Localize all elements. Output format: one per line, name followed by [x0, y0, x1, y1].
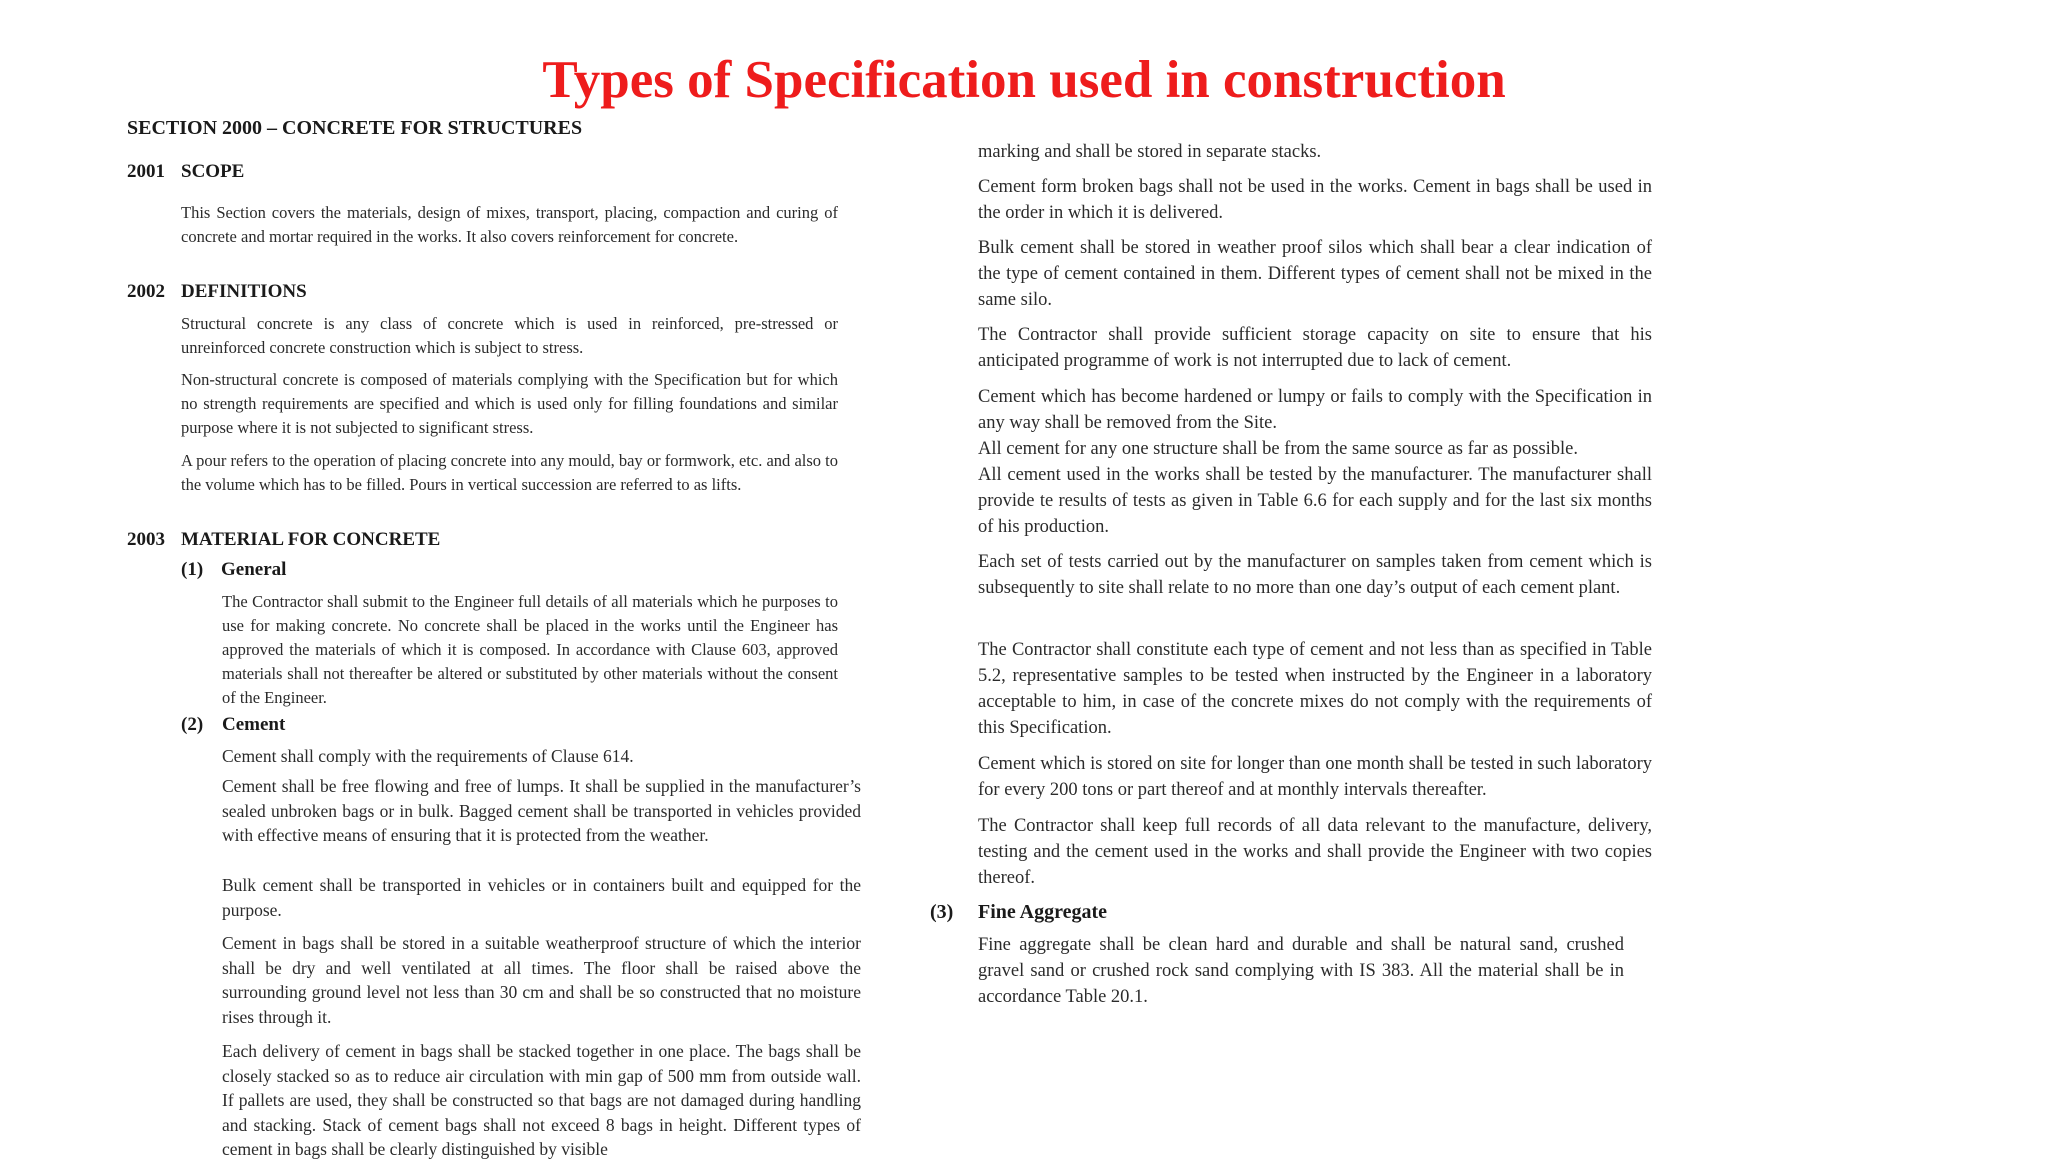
cement-continued-paragraph: The Contractor shall keep full records of all data relevant to the manufacture, delivery, testing and the cement used in the works and shall provide the Engineer with two copies thereof.: [978, 816, 1652, 888]
cement-continued-paragraph: All cement for any one structure shall be from the same source as far as possible.: [978, 439, 1579, 459]
scope-heading: [127, 160, 244, 184]
section-title: SECTION 2000 – CONCRETE FOR STRUCTURES: [127, 117, 583, 139]
cement-paragraph: Each delivery of cement in bags shall be stacked together in one place. The bags shall be closely stacked so as to reduce air circulation with min gap of 500 mm from outside wall. If pallets are used, they shall be constructed so that bags are not damaged during handling and stacking. Stack of cement bags shall not exceed 8 bags in height. Different types of cement in bags shall be clearly distinguished by visible: [222, 1041, 861, 1159]
materials-heading: [127, 528, 440, 552]
cement-continued-paragraph: Bulk cement shall be stored in weather proof silos which shall bear a clear indication of the type of cement contained in them. Different types of cement shall not be mixed in the same silo.: [978, 238, 1652, 310]
cement-paragraph: Cement shall be free flowing and free of lumps. It shall be supplied in the manufacturer’s sealed unbroken bags or in bulk. Bagged cement shall be transported in vehicles provided with effective means of ensuring that it is protected from the weather.: [222, 776, 861, 845]
scope-text: This Section covers the materials, design of mixes, transport, placing, compaction and curing of concrete and mortar required in the works. It also covers reinforcement for concrete.: [181, 203, 838, 246]
cement-continued-paragraph: The Contractor shall constitute each type of cement and not less than as specified in Table 5.2, representative samples to be tested when instructed by the Engineer in a laboratory acceptable to him, in case of the concrete mixes do not comply with the requirements of this Specification.: [978, 640, 1652, 738]
fine-aggregate-heading: [930, 900, 1107, 924]
general-heading-label: General: [221, 559, 287, 580]
slide-title: Types of Specification used in construction: [542, 51, 1506, 109]
cement-heading-label: Cement: [222, 714, 286, 735]
definitions-heading-label: DEFINITIONS: [181, 281, 307, 302]
cement-paragraph: Cement shall comply with the requirements of Clause 614.: [222, 746, 634, 766]
cement-continued-paragraph: The Contractor shall provide sufficient storage capacity on site to ensure that his anticipated programme of work is not interrupted due to lack of cement.: [978, 325, 1652, 371]
definitions-heading: [127, 280, 307, 304]
definition-paragraph: Non-structural concrete is composed of materials complying with the Specification but for which no strength requirements are specified and which is used only for filling foundations and similar purpose where it is not subjected to significant stress.: [181, 370, 838, 437]
general-heading: [181, 558, 286, 582]
definitions-number: 2002: [127, 281, 165, 302]
definition-paragraph: A pour refers to the operation of placing concrete into any mould, bay or formwork, etc. and also to the volume which has to be filled. Pours in vertical succession are referred to as lifts.: [181, 451, 838, 494]
cement-continued-paragraph: Each set of tests carried out by the manufacturer on samples taken from cement which is subsequently to site shall relate to no more than one day’s output of each cement plant.: [978, 552, 1652, 598]
general-text: The Contractor shall submit to the Engineer full details of all materials which he purposes to use for making concrete. No concrete shall be placed in the works until the Engineer has approved the materials of which it is composed. In accordance with Clause 603, approved materials shall not thereafter be altered or substituted by other materials without the consent of the Engineer.: [222, 592, 838, 707]
cement-paragraph: Cement in bags shall be stored in a suitable weatherproof structure of which the interior shall be dry and well ventilated at all times. The floor shall be raised above the surrounding ground level not less than 30 cm and shall be so constructed that no moisture rises through it.: [222, 933, 861, 1027]
cement-continued-paragraph: Cement which is stored on site for longer than one month shall be tested in such laboratory for every 200 tons or part thereof and at monthly intervals thereafter.: [978, 754, 1652, 800]
cement-continued-paragraph: Cement form broken bags shall not be used in the works. Cement in bags shall be used in the order in which it is delivered.: [978, 177, 1652, 223]
fine-aggregate-heading-label: Fine Aggregate: [978, 901, 1108, 923]
cement-continued-paragraph: Cement which has become hardened or lumpy or fails to comply with the Specification in any way shall be removed from the Site.: [978, 387, 1652, 433]
fine-aggregate-text: Fine aggregate shall be clean hard and durable and shall be natural sand, crushed gravel sand or crushed rock sand complying with IS 383. All the material shall be in accordance Table 20.1.: [978, 935, 1624, 1007]
cement-number: (2): [181, 714, 204, 735]
definition-paragraph: Structural concrete is any class of concrete which is used in reinforced, pre-stressed or unreinforced concrete construction which is subject to stress.: [181, 314, 838, 357]
scope-number: 2001: [127, 161, 165, 182]
cement-continued-paragraph: marking and shall be stored in separate stacks.: [978, 142, 1322, 162]
materials-number: 2003: [127, 529, 165, 550]
fine-aggregate-number: (3): [930, 901, 954, 923]
materials-heading-label: MATERIAL FOR CONCRETE: [181, 529, 441, 550]
scope-heading-label: SCOPE: [181, 161, 245, 182]
cement-paragraph: Bulk cement shall be transported in vehicles or in containers built and equipped for the purpose.: [222, 875, 861, 920]
general-number: (1): [181, 559, 204, 580]
cement-continued-paragraph: All cement used in the works shall be tested by the manufacturer. The manufacturer shall provide te results of tests as given in Table 6.6 for each supply and for the last six months of his production.: [978, 465, 1652, 537]
cement-heading: [181, 713, 285, 737]
